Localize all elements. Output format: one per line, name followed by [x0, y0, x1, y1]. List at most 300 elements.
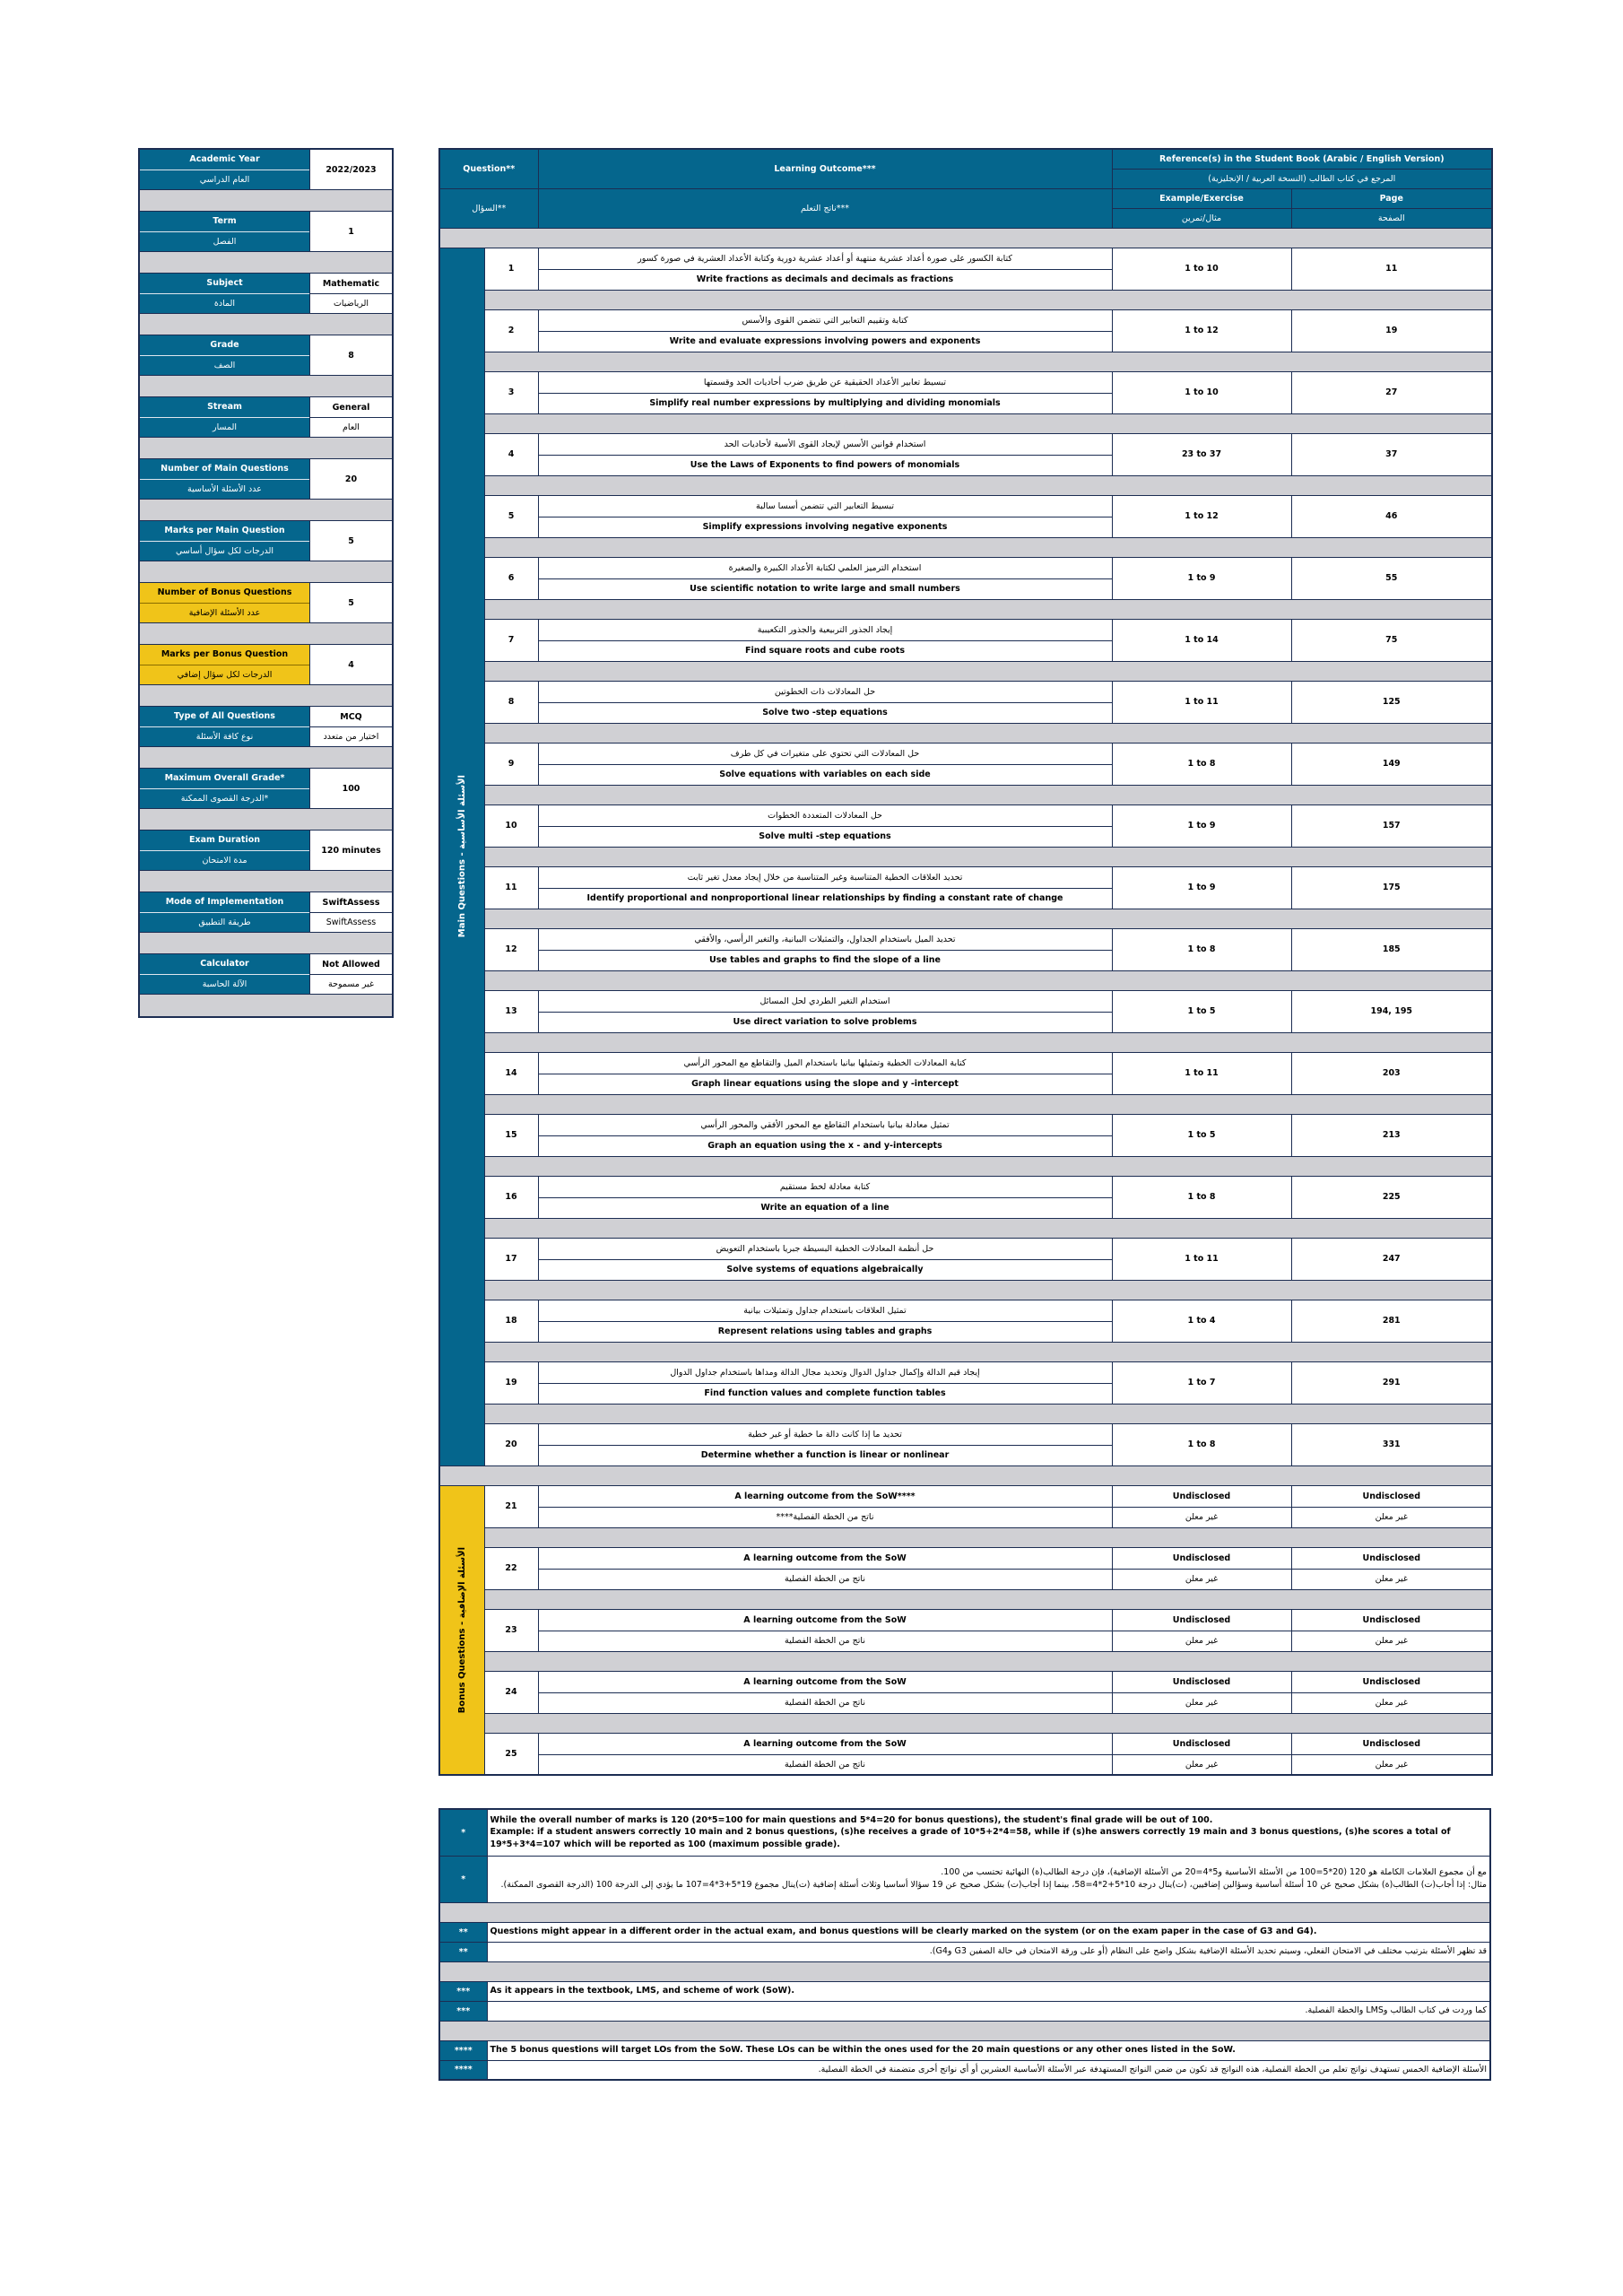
- learning-outcomes-table: [438, 148, 1493, 1776]
- note-row: [439, 1922, 1490, 1942]
- note-row: [439, 2040, 1490, 2060]
- info-label-ar: العام الدراسي: [140, 170, 309, 189]
- note-marker: *: [439, 1856, 487, 1902]
- example-range: 1 to 12: [1112, 495, 1291, 537]
- info-spacer: [140, 561, 392, 583]
- info-value: 5: [348, 597, 354, 608]
- page-number: 331: [1291, 1423, 1492, 1465]
- spacer-row: [439, 1156, 1492, 1176]
- spacer-cell: [484, 1094, 1492, 1114]
- info-row: [140, 521, 392, 561]
- learning-outcome-ar: ناتج من الخطة الفصلية: [538, 1692, 1112, 1713]
- question-row: [439, 928, 1492, 950]
- info-value: 20: [344, 474, 358, 484]
- example-ar: غير معلن: [1112, 1569, 1291, 1589]
- page-number: 55: [1291, 557, 1492, 599]
- spacer-cell: [484, 1032, 1492, 1052]
- info-labels: [140, 150, 310, 189]
- bonus-row: [439, 1692, 1492, 1713]
- spacer-cell: [484, 970, 1492, 990]
- spacer-cell: [484, 1527, 1492, 1547]
- spacer-cell: [484, 847, 1492, 866]
- learning-outcome-ar: حل المعادلات التي تحتوي على متغيرات في كل طرف: [538, 743, 1112, 764]
- spacer-row: [439, 1961, 1490, 1981]
- example-range: 1 to 9: [1112, 804, 1291, 847]
- page-en: Undisclosed: [1291, 1609, 1492, 1631]
- example-en: Undisclosed: [1112, 1609, 1291, 1631]
- info-values: [310, 521, 392, 561]
- reference-header-en: Reference(s) in the Student Book (Arabic / English Version): [1112, 149, 1492, 169]
- info-values: [310, 397, 392, 437]
- learning-outcome-ar: كتابة المعادلات الخطية وتمثيلها بيانيا باستخدام الميل والتقاطع مع المحور الرأسي: [538, 1052, 1112, 1074]
- info-spacer: [140, 933, 392, 954]
- page-en: Undisclosed: [1291, 1671, 1492, 1692]
- learning-outcome-ar: ناتج من الخطة الفصلية: [538, 1754, 1112, 1775]
- example-range: 1 to 8: [1112, 743, 1291, 785]
- info-label-en: Subject: [140, 274, 309, 293]
- info-value: 2022/2023: [325, 164, 377, 175]
- info-label-ar: الدرجة القصوى الممكنة*: [140, 788, 309, 808]
- info-values: [310, 831, 392, 870]
- note-marker: *: [439, 1809, 487, 1856]
- page-number: 175: [1291, 866, 1492, 909]
- spacer-cell: [484, 413, 1492, 433]
- note-text-en: The 5 bonus questions will target LOs from the SoW. These LOs can be within the ones used for the 20 main questions or any other ones listed in the SoW.: [487, 2040, 1490, 2060]
- info-label-en: Grade: [140, 335, 309, 355]
- learning-outcome-ar: استخدام الترميز العلمي لكتابة الأعداد الكبيرة والصغيرة: [538, 557, 1112, 578]
- spacer-row: [439, 537, 1492, 557]
- question-number: 16: [484, 1176, 538, 1218]
- info-label-ar: مدة الامتحان: [140, 850, 309, 870]
- spacer-row: [439, 785, 1492, 804]
- spacer-row: [439, 1032, 1492, 1052]
- info-values: [310, 335, 392, 375]
- example-range: 1 to 9: [1112, 557, 1291, 599]
- spacer-row: [439, 723, 1492, 743]
- spacer-row: [439, 352, 1492, 371]
- page-ar: غير معلن: [1291, 1754, 1492, 1775]
- spacer-cell: [484, 785, 1492, 804]
- learning-outcome-en: Write fractions as decimals and decimals as fractions: [538, 269, 1112, 290]
- example-ar: غير معلن: [1112, 1507, 1291, 1527]
- info-spacer: [140, 747, 392, 769]
- info-values: [310, 645, 392, 684]
- info-values: [310, 769, 392, 808]
- learning-outcome-en: Determine whether a function is linear or nonlinear: [538, 1445, 1112, 1465]
- example-en: Undisclosed: [1112, 1547, 1291, 1569]
- learning-outcome-en: Simplify expressions involving negative exponents: [538, 517, 1112, 537]
- lo-header-ar: ناتج التعلم***: [538, 188, 1112, 228]
- info-row: [140, 150, 392, 190]
- learning-outcome-en: Use direct variation to solve problems: [538, 1012, 1112, 1032]
- question-row: [439, 1114, 1492, 1135]
- question-row: [439, 371, 1492, 393]
- info-values: [310, 707, 392, 746]
- learning-outcome-en: Use tables and graphs to find the slope of a line: [538, 950, 1112, 970]
- info-values: [310, 459, 392, 499]
- example-range: 1 to 5: [1112, 1114, 1291, 1156]
- spacer-cell: [439, 1902, 1490, 1922]
- info-value-en: General: [332, 402, 370, 413]
- info-row: [140, 397, 392, 438]
- page-ar: غير معلن: [1291, 1507, 1492, 1527]
- info-value: 1: [348, 226, 354, 237]
- page-number: 194, 195: [1291, 990, 1492, 1032]
- spacer-row: [439, 1589, 1492, 1609]
- question-number: 17: [484, 1238, 538, 1280]
- spacer-row: [439, 475, 1492, 495]
- spacer-cell: [484, 599, 1492, 619]
- spacer-row: [439, 909, 1492, 928]
- info-value-ar: الرياضيات: [310, 293, 392, 313]
- note-row: [439, 1981, 1490, 2001]
- info-label-en: Marks per Bonus Question: [140, 645, 309, 665]
- example-en: Undisclosed: [1112, 1485, 1291, 1507]
- question-number: 1: [484, 248, 538, 290]
- info-value-en: Not Allowed: [322, 959, 380, 970]
- question-row: [439, 557, 1492, 578]
- question-number: 15: [484, 1114, 538, 1156]
- learning-outcome-en: A learning outcome from the SoW: [538, 1609, 1112, 1631]
- learning-outcome-ar: حل المعادلات المتعددة الخطوات: [538, 804, 1112, 826]
- info-labels: [140, 954, 310, 994]
- question-number: 18: [484, 1300, 538, 1342]
- learning-outcome-en: A learning outcome from the SoW: [538, 1547, 1112, 1569]
- note-row: [439, 2060, 1490, 2080]
- bonus-row: [439, 1485, 1492, 1507]
- learning-outcome-ar: كتابة معادلة لخط مستقيم: [538, 1176, 1112, 1197]
- learning-outcome-en: Write and evaluate expressions involving powers and exponents: [538, 331, 1112, 352]
- spacer-row: [439, 661, 1492, 681]
- example-range: 1 to 4: [1112, 1300, 1291, 1342]
- example-range: 1 to 11: [1112, 681, 1291, 723]
- spacer-row: [439, 1094, 1492, 1114]
- info-spacer: [140, 685, 392, 707]
- info-values: [310, 274, 392, 313]
- example-header-ar: مثال/تمرين: [1112, 208, 1291, 228]
- learning-outcome-en: Identify proportional and nonproportional linear relationships by finding a constant rate of change: [538, 888, 1112, 909]
- note-marker: **: [439, 1922, 487, 1942]
- note-text-ar: كما وردت في كتاب الطالب وLMS والخطة الفصلية.: [487, 2001, 1490, 2021]
- info-label-en: Maximum Overall Grade*: [140, 769, 309, 788]
- info-value: 4: [348, 659, 354, 670]
- question-row: [439, 804, 1492, 826]
- info-value-ar: العام: [310, 417, 392, 437]
- learning-outcome-ar: كتابة وتقييم التعابير التي تتضمن القوى والأسس: [538, 309, 1112, 331]
- example-en: Undisclosed: [1112, 1733, 1291, 1754]
- spacer-row: [439, 1902, 1490, 1922]
- question-number: 7: [484, 619, 538, 661]
- spacer-cell: [484, 290, 1492, 309]
- question-row: [439, 681, 1492, 702]
- page-number: 125: [1291, 681, 1492, 723]
- note-text-ar: قد تظهر الأسئلة بترتيب مختلف في الامتحان الفعلي، وسيتم تحديد الأسئلة الإضافية بشكل واضح على النظام (أو على ورقة الامتحان في حالة الصفين G3 وG4).: [487, 1942, 1490, 1961]
- bonus-row: [439, 1631, 1492, 1651]
- question-header-ar: السؤال**: [439, 188, 538, 228]
- learning-outcome-en: Use scientific notation to write large and small numbers: [538, 578, 1112, 599]
- learning-outcome-ar: ناتج من الخطة الفصلية: [538, 1569, 1112, 1589]
- bonus-questions-label: [439, 1485, 484, 1775]
- question-number: 25: [484, 1733, 538, 1775]
- info-row: [140, 769, 392, 809]
- learning-outcome-ar: تحديد العلاقات الخطية المتناسبة وغير المتناسبة من خلال إيجاد معدل تغير ثابت: [538, 866, 1112, 888]
- question-number: 23: [484, 1609, 538, 1651]
- spacer-cell: [484, 1589, 1492, 1609]
- page-number: 247: [1291, 1238, 1492, 1280]
- info-value-en: SwiftAssess: [322, 897, 380, 908]
- example-ar: غير معلن: [1112, 1692, 1291, 1713]
- note-marker: ****: [439, 2040, 487, 2060]
- info-labels: [140, 831, 310, 870]
- page-en: Undisclosed: [1291, 1485, 1492, 1507]
- question-number: 13: [484, 990, 538, 1032]
- page-number: 75: [1291, 619, 1492, 661]
- info-row: [140, 954, 392, 995]
- note-marker: ***: [439, 1981, 487, 2001]
- learning-outcome-ar: تحديد ما إذا كانت دالة ما خطية أو غير خطية: [538, 1423, 1112, 1445]
- spacer-row: [439, 970, 1492, 990]
- learning-outcome-ar: تحديد الميل باستخدام الجداول، والتمثيلات البيانية، والتغير الرأسي، والأفقي: [538, 928, 1112, 950]
- spacer-row: [439, 847, 1492, 866]
- spacer-cell: [484, 352, 1492, 371]
- info-label-en: Stream: [140, 397, 309, 417]
- info-row: [140, 831, 392, 871]
- learning-outcome-en: Represent relations using tables and graphs: [538, 1321, 1112, 1342]
- lo-header-en: Learning Outcome***: [538, 149, 1112, 188]
- example-range: 1 to 5: [1112, 990, 1291, 1032]
- info-value-en: MCQ: [340, 711, 362, 722]
- question-row: [439, 619, 1492, 640]
- info-value: 8: [348, 350, 354, 361]
- question-number: 21: [484, 1485, 538, 1527]
- spacer-row: [439, 1713, 1492, 1733]
- info-value-ar: غير مسموحة: [310, 974, 392, 994]
- question-row: [439, 866, 1492, 888]
- info-labels: [140, 397, 310, 437]
- spacer-cell: [484, 1713, 1492, 1733]
- header-row: [439, 149, 1492, 169]
- spacer-row: [439, 1465, 1492, 1485]
- page-number: 46: [1291, 495, 1492, 537]
- info-label-en: Exam Duration: [140, 831, 309, 850]
- info-values: [310, 150, 392, 189]
- note-row: [439, 1856, 1490, 1902]
- learning-outcome-en: A learning outcome from the SoW: [538, 1733, 1112, 1754]
- example-range: 1 to 10: [1112, 248, 1291, 290]
- learning-outcome-ar: تبسيط التعابير التي تتضمن أسسا سالبة: [538, 495, 1112, 517]
- question-number: 24: [484, 1671, 538, 1713]
- question-row: [439, 1361, 1492, 1383]
- spacer-cell: [484, 537, 1492, 557]
- bonus-row: [439, 1733, 1492, 1754]
- example-range: 1 to 11: [1112, 1238, 1291, 1280]
- learning-outcome-en: Write an equation of a line: [538, 1197, 1112, 1218]
- example-range: 1 to 8: [1112, 1176, 1291, 1218]
- note-text-en: While the overall number of marks is 120 (20*5=100 for main questions and 5*4=20 for bonus questions), the student's final grade will be out of 100. Example: if a student answers correctly 10 main and 2 bonus questions, (s)he receives a grade of 10*5+2*4=58, while if (s)he answers correctly 19 main and 3 bonus questions, (s)he scores a total of 19*5+3*4=107 which will be reported as 100 (maximum possible grade).: [487, 1809, 1490, 1856]
- example-range: 23 to 37: [1112, 433, 1291, 475]
- info-row: [140, 892, 392, 933]
- learning-outcome-en: Solve systems of equations algebraically: [538, 1259, 1112, 1280]
- info-spacer: [140, 376, 392, 397]
- info-label-ar: عدد الأسئلة الأساسية: [140, 479, 309, 499]
- info-label-ar: الدرجات لكل سؤال إضافي: [140, 665, 309, 684]
- page-number: 149: [1291, 743, 1492, 785]
- info-labels: [140, 645, 310, 684]
- spacer-row: [439, 1280, 1492, 1300]
- learning-outcome-ar: إيجاد قيم الدالة وإكمال جداول الدوال وتحديد مجال الدالة ومداها باستخدام جداول الدوال: [538, 1361, 1112, 1383]
- learning-outcome-en: A learning outcome from the SoW: [538, 1671, 1112, 1692]
- info-label-ar: الآلة الحاسبة: [140, 974, 309, 994]
- page-number: 185: [1291, 928, 1492, 970]
- note-row: [439, 1809, 1490, 1856]
- example-range: 1 to 14: [1112, 619, 1291, 661]
- info-label-ar: الدرجات لكل سؤال أساسي: [140, 541, 309, 561]
- learning-outcome-ar: ناتج من الخطة الفصلية: [538, 1631, 1112, 1651]
- page-ar: غير معلن: [1291, 1692, 1492, 1713]
- info-labels: [140, 459, 310, 499]
- question-row: [439, 990, 1492, 1012]
- info-spacer: [140, 809, 392, 831]
- note-row: [439, 2001, 1490, 2021]
- info-value: 100: [342, 783, 360, 794]
- info-values: [310, 892, 392, 932]
- page-ar: غير معلن: [1291, 1631, 1492, 1651]
- note-text-en: As it appears in the textbook, LMS, and scheme of work (SoW).: [487, 1981, 1490, 2001]
- learning-outcome-en: Use the Laws of Exponents to find powers of monomials: [538, 455, 1112, 475]
- bonus-questions-text: Bonus Questions - الأسئلة الإضافية: [456, 1546, 467, 1713]
- note-marker: ***: [439, 2001, 487, 2021]
- info-label-en: Calculator: [140, 954, 309, 974]
- example-range: 1 to 8: [1112, 928, 1291, 970]
- question-number: 14: [484, 1052, 538, 1094]
- bonus-row: [439, 1754, 1492, 1775]
- info-row: [140, 583, 392, 623]
- example-range: 1 to 10: [1112, 371, 1291, 413]
- spacer-row: [439, 1527, 1492, 1547]
- info-spacer: [140, 314, 392, 335]
- question-number: 3: [484, 371, 538, 413]
- info-label-en: Marks per Main Question: [140, 521, 309, 541]
- spacer-cell: [484, 475, 1492, 495]
- question-number: 6: [484, 557, 538, 599]
- page-number: 157: [1291, 804, 1492, 847]
- question-row: [439, 1300, 1492, 1321]
- question-row: [439, 248, 1492, 269]
- question-row: [439, 1176, 1492, 1197]
- page-number: 11: [1291, 248, 1492, 290]
- question-number: 8: [484, 681, 538, 723]
- spacer-cell: [484, 1156, 1492, 1176]
- spacer-cell: [484, 1280, 1492, 1300]
- learning-outcome-ar: استخدام قوانين الأسس لإيجاد القوى الأسية لأحاديات الحد: [538, 433, 1112, 455]
- info-row: [140, 645, 392, 685]
- info-value: 5: [348, 535, 354, 546]
- reference-header-ar: المرجع في كتاب الطالب (النسخة العربية / الإنجليزية): [1112, 169, 1492, 188]
- info-label-en: Number of Bonus Questions: [140, 583, 309, 603]
- info-labels: [140, 521, 310, 561]
- learning-outcome-ar: إيجاد الجذور التربيعية والجذور التكعيبية: [538, 619, 1112, 640]
- exam-info-table: [138, 148, 394, 1018]
- question-number: 12: [484, 928, 538, 970]
- note-row: [439, 1942, 1490, 1961]
- learning-outcome-en: Solve multi -step equations: [538, 826, 1112, 847]
- info-value-en: Mathematic: [322, 278, 380, 289]
- spacer-cell: [439, 1961, 1490, 1981]
- spacer-row: [439, 1342, 1492, 1361]
- info-label-en: Mode of Implementation: [140, 892, 309, 912]
- learning-outcome-ar: تمثيل معادلة بيانيا باستخدام التقاطع مع المحور الأفقي والمحور الرأسي: [538, 1114, 1112, 1135]
- learning-outcome-ar: تبسيط تعابير الأعداد الحقيقية عن طريق ضرب أحاديات الحد وقسمتها: [538, 371, 1112, 393]
- page-header-ar: الصفحة: [1291, 208, 1492, 228]
- question-number: 2: [484, 309, 538, 352]
- learning-outcome-ar: كتابة الكسور على صورة أعداد عشرية منتهية أو أعداد عشرية دورية وكتابة الأعداد العشرية في صورة كسور: [538, 248, 1112, 269]
- spacer-cell: [484, 909, 1492, 928]
- info-row: [140, 707, 392, 747]
- header-row: [439, 188, 1492, 208]
- info-value-ar: SwiftAssess: [310, 912, 392, 932]
- page-en: Undisclosed: [1291, 1733, 1492, 1754]
- info-spacer: [140, 995, 392, 1016]
- page-en: Undisclosed: [1291, 1547, 1492, 1569]
- example-ar: غير معلن: [1112, 1631, 1291, 1651]
- page-ar: غير معلن: [1291, 1569, 1492, 1589]
- info-label-ar: المادة: [140, 293, 309, 313]
- note-text-en: Questions might appear in a different order in the actual exam, and bonus questions will be clearly marked on the system (or on the exam paper in the case of G3 and G4).: [487, 1922, 1490, 1942]
- page-number: 27: [1291, 371, 1492, 413]
- spacer-cell: [484, 1342, 1492, 1361]
- note-text-ar: الأسئلة الإضافية الخمس تستهدف نواتج تعلم من الخطة الفصلية، هذه النواتج قد تكون من ضمن النواتج المستهدفة عبر الأسئلة الأساسية العشرين أو أي نواتج أخرى متضمنة في الخطة الفصلية.: [487, 2060, 1490, 2080]
- learning-outcome-en: Solve equations with variables on each side: [538, 764, 1112, 785]
- info-spacer: [140, 438, 392, 459]
- info-labels: [140, 707, 310, 746]
- info-labels: [140, 274, 310, 313]
- page-number: 37: [1291, 433, 1492, 475]
- question-row: [439, 433, 1492, 455]
- info-label-ar: نوع كافة الأسئلة: [140, 726, 309, 746]
- page-number: 213: [1291, 1114, 1492, 1156]
- info-label-ar: الفصل: [140, 231, 309, 251]
- info-spacer: [140, 871, 392, 892]
- question-number: 4: [484, 433, 538, 475]
- question-row: [439, 1423, 1492, 1445]
- spacer-cell: [439, 2021, 1490, 2040]
- info-labels: [140, 335, 310, 375]
- question-row: [439, 743, 1492, 764]
- example-range: 1 to 8: [1112, 1423, 1291, 1465]
- question-number: 19: [484, 1361, 538, 1404]
- learning-outcome-ar: حل أنظمة المعادلات الخطية البسيطة جبريا باستخدام التعويض: [538, 1238, 1112, 1259]
- spacer-cell: [484, 723, 1492, 743]
- info-values: [310, 212, 392, 251]
- spacer-row: [439, 1218, 1492, 1238]
- info-label-en: Term: [140, 212, 309, 231]
- example-range: 1 to 11: [1112, 1052, 1291, 1094]
- info-values: [310, 954, 392, 994]
- learning-outcome-ar: استخدام التغير الطردي لحل المسائل: [538, 990, 1112, 1012]
- info-label-en: Academic Year: [140, 150, 309, 170]
- main-questions-label: [439, 248, 484, 1465]
- info-spacer: [140, 500, 392, 521]
- learning-outcome-ar: ناتج من الخطة الفصلية****: [538, 1507, 1112, 1527]
- info-label-en: Type of All Questions: [140, 707, 309, 726]
- info-label-ar: المسار: [140, 417, 309, 437]
- page-number: 19: [1291, 309, 1492, 352]
- page-number: 203: [1291, 1052, 1492, 1094]
- info-label-ar: عدد الأسئلة الإضافية: [140, 603, 309, 622]
- learning-outcome-en: Find square roots and cube roots: [538, 640, 1112, 661]
- spacer-row: [439, 1651, 1492, 1671]
- info-value: 120 minutes: [321, 845, 381, 856]
